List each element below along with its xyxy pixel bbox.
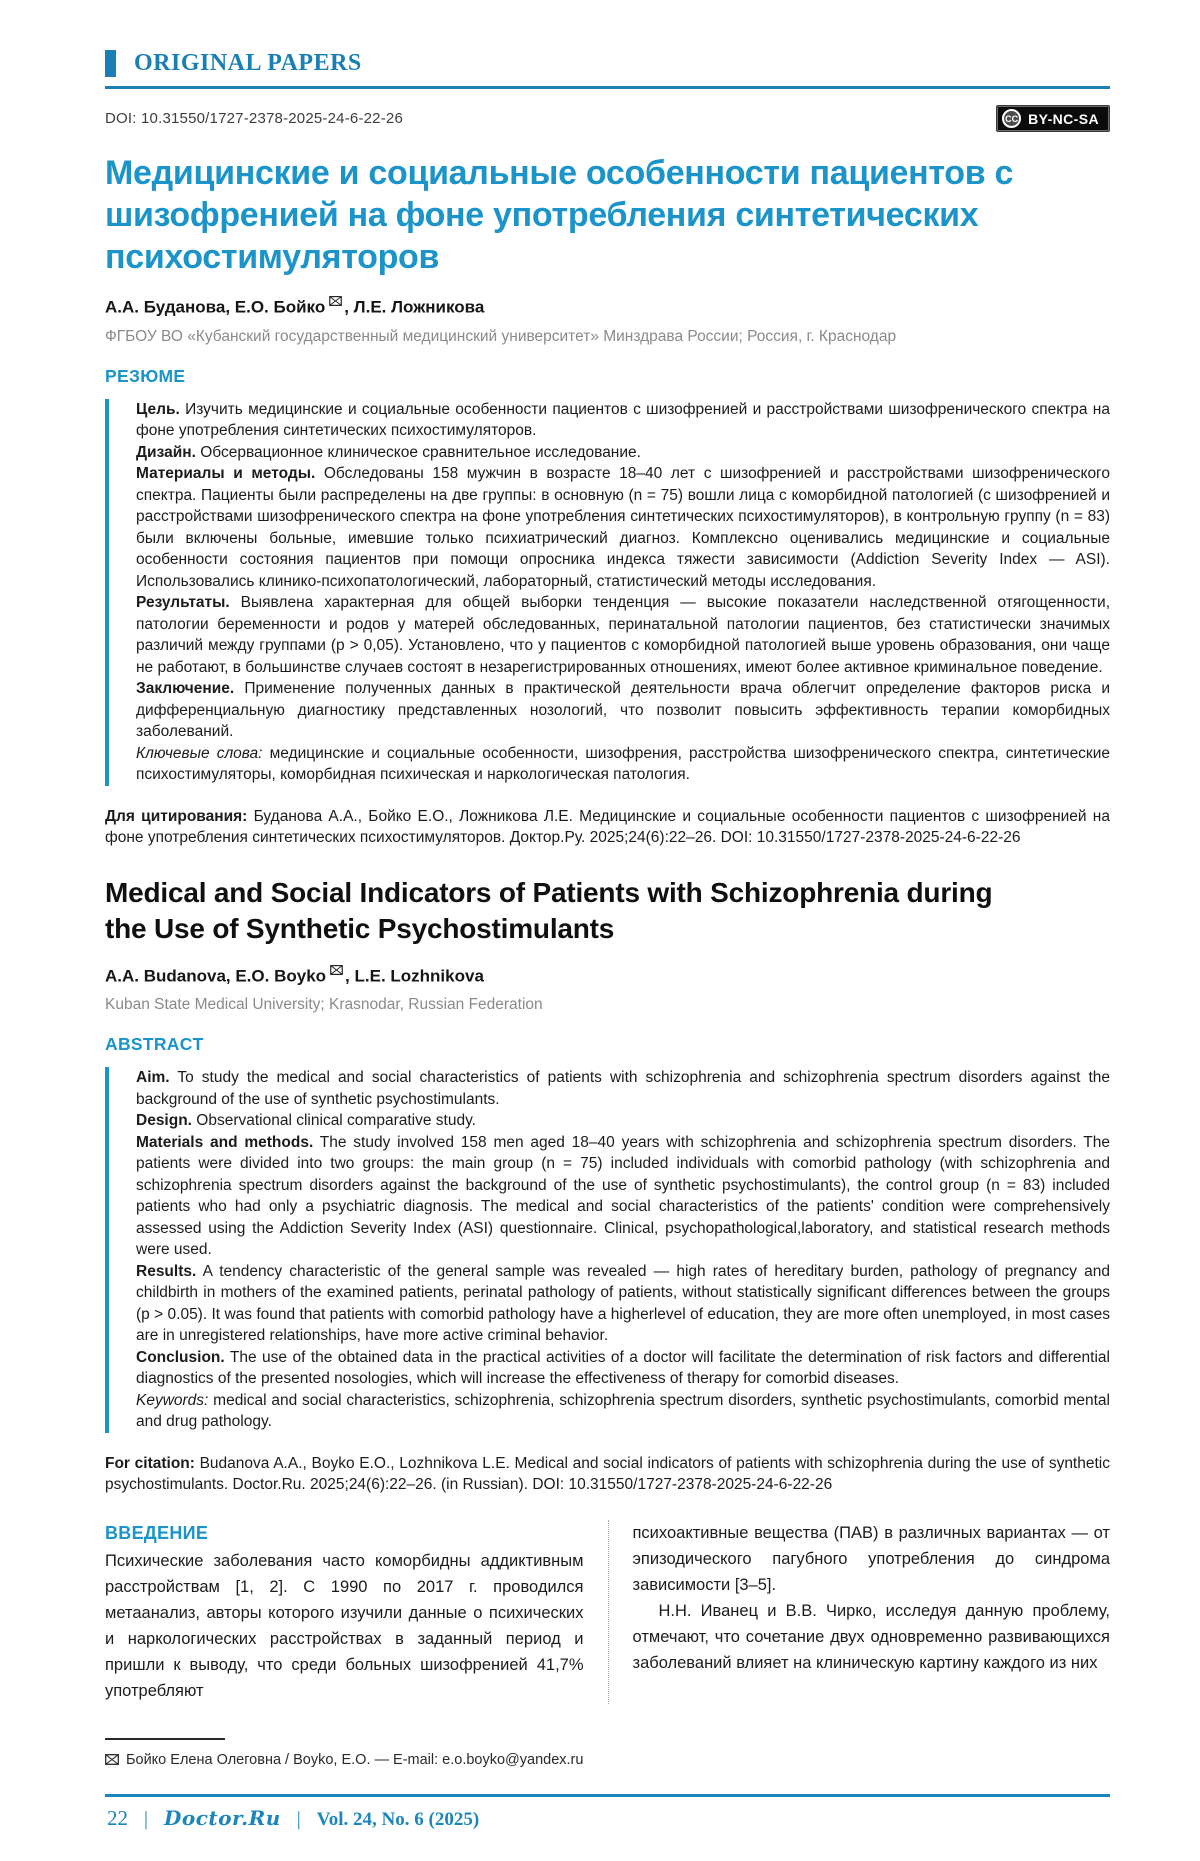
abstract-ru-aim xyxy=(136,399,1110,442)
section-heading-abstract: ABSTRACT xyxy=(105,1034,204,1055)
doi-text: DOI: 10.31550/1727-2378-2025-24-6-22-26 xyxy=(105,110,404,127)
abstract-label: Conclusion. xyxy=(136,1348,225,1366)
abstract-ru-results xyxy=(136,592,1110,678)
abstract-text: Observational clinical comparative study. xyxy=(196,1112,476,1130)
footer-separator: | xyxy=(296,1807,301,1830)
abstract-label: Дизайн. xyxy=(136,443,196,461)
citation-en xyxy=(105,1453,1110,1496)
citation-label: Для цитирования: xyxy=(105,807,248,825)
page-number: 22 xyxy=(107,1805,128,1830)
doi-row xyxy=(105,105,1110,132)
intro-column-left xyxy=(105,1520,608,1704)
section-heading-resume: РЕЗЮМЕ xyxy=(105,365,186,386)
keywords-text: медицинские и социальные особенности, шизофрения, расстройства шизофренического спектра, синтетические психостимуляторы, коморбидная психическая и наркологическая патология. xyxy=(136,744,1110,784)
authors-en-suffix: , L.E. Lozhnikova xyxy=(345,966,484,986)
abstract-text: A tendency characteristic of the general sample was revealed — high rates of hereditary burden, pathology of pregnancy and childbirth in mothers of the examined patients, perinatal pathology of patients, without statistically significant differences between the groups (p > 0.05). It was found that patients with comorbid pathology have a higherlevel of education, they are more often unemployed, in most cases are in unregistered relationships, have more active criminal behavior. xyxy=(136,1262,1110,1345)
abstract-label: Materials and methods. xyxy=(136,1133,314,1151)
introduction-section xyxy=(105,1520,1110,1704)
abstract-ru-conclusion xyxy=(136,678,1110,743)
article-title-en: Medical and Social Indicators of Patients with Schizophrenia during the Use of Synthetic Psychostimulants xyxy=(105,876,993,944)
abstract-text: Применение полученных данных в практической деятельности врача облегчит определение факторов риска и дифференциальную диагностику представленных нозологий, что позволит повысить эффективность терапии коморбидных заболеваний. xyxy=(136,680,1111,741)
corresponding-author-footnote xyxy=(105,1752,1110,1768)
abstract-text: Изучить медицинские и социальные особенности пациентов с шизофренией и расстройствами шизофренического спектра на фоне употребления синтетических психостимуляторов. xyxy=(136,400,1110,440)
abstract-en-keywords xyxy=(136,1390,1110,1433)
envelope-icon xyxy=(105,1754,119,1765)
abstract-label: Результаты. xyxy=(136,594,230,612)
kicker-accent-bar xyxy=(105,50,116,77)
abstract-ru xyxy=(105,399,1110,786)
abstract-text: Выявлена характерная для общей выборки тенденция — высокие показатели наследственной отягощенности, патологии беременности и родов у матерей обследованных, перинатальной патологии пациентов, без статистически значимых различий между группами (p > 0,05). Установлено, что у пациентов с коморбидной патологией выше уровень образования, они чаще не работают, в большинстве случаев состоят в незарегистрированных отношениях, имеют более активное криминальное поведение. xyxy=(136,594,1111,676)
authors-ru-prefix: А.А. Буданова, Е.О. Бойко xyxy=(105,297,326,317)
rubric-title: ORIGINAL PAPERS xyxy=(134,50,362,76)
footer-content xyxy=(107,1806,1108,1831)
abstract-label: Aim. xyxy=(136,1069,170,1087)
citation-label: For citation: xyxy=(105,1454,195,1472)
keywords-label: Keywords: xyxy=(136,1391,209,1409)
footnote-text: Бойко Елена Олеговна / Boyko, E.O. — E-mail: e.o.boyko@yandex.ru xyxy=(126,1751,584,1768)
authors-en-prefix: A.A. Budanova, E.O. Boyko xyxy=(105,966,327,986)
abstract-label: Цель. xyxy=(136,400,180,418)
abstract-text: Обсервационное клиническое сравнительное исследование. xyxy=(200,443,641,461)
abstract-en-results xyxy=(136,1261,1110,1347)
abstract-label: Заключение. xyxy=(136,680,235,698)
intro-paragraph: Психические заболевания часто коморбидны аддиктивным расстройствам [1, 2]. С 1990 по 2017 г. проводился метаанализ, авторы которого изучили данные о психических и наркологических расстройствах в заданный период и пришли к выводу, что среди больных шизофренией 41,7% употребляют xyxy=(105,1551,584,1700)
intro-heading: ВВЕДЕНИЕ xyxy=(105,1522,209,1543)
authors-ru-suffix: , Л.Е. Ложникова xyxy=(344,297,485,317)
article-title-ru: Медицинские и социальные особенности пациентов с шизофренией на фоне употребления синтетических психостимуляторов xyxy=(105,154,1014,276)
intro-paragraph: психоактивные вещества (ПАВ) в различных вариантах — от эпизодического пагубного употребления до синдрома зависимости [3–5]. xyxy=(632,1523,1110,1594)
cc-icon: CC xyxy=(1002,109,1021,128)
authors-ru xyxy=(105,296,1110,318)
abstract-label: Design. xyxy=(136,1112,192,1130)
intro-column-right xyxy=(608,1520,1111,1704)
abstract-ru-design xyxy=(136,442,1110,464)
affiliation-en: Kuban State Medical University; Krasnodar, Russian Federation xyxy=(105,996,543,1014)
abstract-ru-keywords xyxy=(136,743,1110,786)
abstract-en-conclusion xyxy=(136,1347,1110,1390)
abstract-label: Материалы и методы. xyxy=(136,465,316,483)
footnote-rule xyxy=(105,1738,225,1740)
intro-paragraph: Н.Н. Иванец и В.В. Чирко, исследуя данную проблему, отмечают, что сочетание двух одновременно развивающихся заболеваний влияет на клиническую картину каждого из них xyxy=(632,1601,1110,1672)
header-rule xyxy=(105,86,1110,89)
journal-brand: Doctor.Ru xyxy=(164,1805,281,1830)
abstract-en-aim xyxy=(136,1067,1110,1110)
page-footer xyxy=(105,1794,1110,1831)
authors-en xyxy=(105,965,1110,987)
footer-separator: | xyxy=(144,1807,149,1830)
envelope-icon xyxy=(329,296,342,306)
abstract-text: Обследованы 158 мужчин в возрасте 18–40 лет с шизофренией и расстройствами шизофренического спектра. Пациенты были распределены на две группы: в основную (n = 75) вошли лица с коморбидной патологией (с шизофренией и расстройствами шизофренического спектра на фоне употребления синтетических психостимуляторов), в контрольную группу (n = 83) были включены больные, имевшие только психиатрический диагноз. Комплексно оценивались медицинские и социальные особенности состояния пациентов при помощи опросника индекса тяжести зависимости (Addiction Severity Index — ASI). Использовались клинико-психопатологический, лабораторный, статистический методы исследования. xyxy=(136,465,1110,590)
keywords-text: medical and social characteristics, schizophrenia, schizophrenia spectrum disorders, synthetic psychostimulants, comorbid mental and drug pathology. xyxy=(136,1391,1110,1431)
abstract-en-design xyxy=(136,1110,1110,1132)
affiliation-ru: ФГБОУ ВО «Кубанский государственный медицинский университет» Минздрава России; Россия, г. Краснодар xyxy=(105,327,897,345)
cc-license-label: BY-NC-SA xyxy=(1028,110,1099,127)
citation-text: Буданова А.А., Бойко Е.О., Ложникова Л.Е. Медицинские и социальные особенности пациентов с шизофренией на фоне употребления синтетических психостимуляторов. Доктор.Ру. 2025;24(6):22–26. DOI: 10.31550/1727-2378-2025-24-6-22-26 xyxy=(105,807,1110,847)
abstract-label: Results. xyxy=(136,1262,197,1280)
issue-info: Vol. 24, No. 6 (2025) xyxy=(316,1808,480,1830)
abstract-en xyxy=(105,1067,1110,1433)
abstract-ru-materials xyxy=(136,463,1110,592)
citation-ru xyxy=(105,806,1110,849)
abstract-text: The use of the obtained data in the practical activities of a doctor will facilitate the determination of risk factors and differential diagnostics of the presented nosologies, which will increase the effectiveness of therapy for comorbid diseases. xyxy=(136,1348,1110,1388)
abstract-text: To study the medical and social characteristics of patients with schizophrenia and schizophrenia spectrum disorders against the background of the use of synthetic psychostimulants. xyxy=(136,1069,1111,1108)
header-kicker-row xyxy=(105,50,1110,77)
citation-text: Budanova A.A., Boyko E.O., Lozhnikova L.E. Medical and social indicators of patients with schizophrenia during the use of synthetic psychostimulants. Doctor.Ru. 2025;24(6):22–26. (in Russian). DOI: 10.31550/1727-2378-2025-24-6-22-26 xyxy=(105,1454,1110,1494)
abstract-en-materials xyxy=(136,1132,1110,1261)
abstract-text: The study involved 158 men aged 18–40 years with schizophrenia and schizophrenia spectrum disorders. The patients were divided into two groups: the main group (n = 75) included individuals with comorbid pathology (with schizophrenia and schizophrenia spectrum disorders against the background of the use of synthetic psychostimulants), the control group (n = 83) included patients who had only a psychiatric diagnosis. The medical and social characteristics of the patients' condition were comprehensively assessed using the Addiction Severity Index (ASI) questionnaire. Clinical, psychopathological,laboratory, and statistical research methods were used. xyxy=(136,1133,1110,1259)
cc-license-badge xyxy=(996,105,1110,132)
keywords-label: Ключевые слова: xyxy=(136,744,263,762)
envelope-icon xyxy=(330,965,343,975)
